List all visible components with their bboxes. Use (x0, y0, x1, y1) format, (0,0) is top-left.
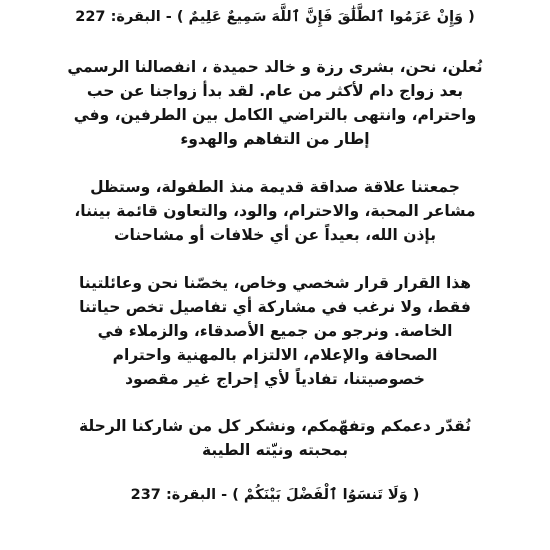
paragraph-line: إطار من التفاهم والهدوء (180, 130, 370, 148)
paragraph-line: بعد زواج دام لأكثر من عام. لقد بدأ زواجنا عن حب (86, 82, 464, 100)
paragraph-line: بإذن الله، بعيداً عن أي خلافات أو مشاحنات (113, 226, 437, 244)
paragraph-privacy (14, 271, 536, 391)
paragraph-line: نُعلن، نحن، بشرى رزة و خالد حميدة ، انفصالنا الرسمي (67, 58, 483, 76)
paragraph-line: جمعتنا علاقة صداقة قديمة منذ الطفولة، وستظل (90, 178, 460, 196)
verse-text: ( وَلَا تَنسَوُا ٱلْفَضْلَ بَيْنَكُمْ ) - البقرة: 237 (130, 487, 420, 503)
paragraph-announcement (14, 55, 536, 151)
paragraph-line: الخاصة. ونرجو من جميع الأصدقاء، والزملاء في (97, 322, 453, 340)
paragraph-line: مشاعر المحبة، والاحترام، والود، والتعاون قائمة بيننا، (74, 202, 476, 220)
paragraph-line: بمحبته ونيّته الطيبة (201, 441, 349, 459)
paragraph-line: نُقدّر دعمكم وتفهّمكم، ونشكر كل من شاركنا الرحلة (78, 417, 472, 435)
paragraph-friendship (14, 175, 536, 247)
paragraph-thanks (14, 414, 536, 462)
paragraph-line: فقط، ولا نرغب في مشاركة أي تفاصيل تخص حياتنا (79, 298, 471, 316)
paragraph-line: الصحافة والإعلام، الالتزام بالمهنية واحترام (112, 346, 438, 364)
quran-verse-bottom (14, 484, 536, 506)
paragraph-line: خصوصيتنا، تفادياً لأي إحراج غير مقصود (125, 370, 425, 388)
paragraph-line: واحترام، وانتهى بالتراضي الكامل بين الطرفين، وفي (73, 106, 477, 124)
quran-verse-top (14, 0, 536, 28)
verse-text: ( وَإِنْ عَزَمُوا ٱلطَّلَٰقَ فَإِنَّ ٱللَّهَ سَمِيعٌ عَلِيمٌ ) - البقرة: 227 (75, 9, 475, 25)
paragraph-line: هذا القرار قرار شخصي وخاص، يخصّنا نحن وعائلتينا (78, 274, 472, 292)
